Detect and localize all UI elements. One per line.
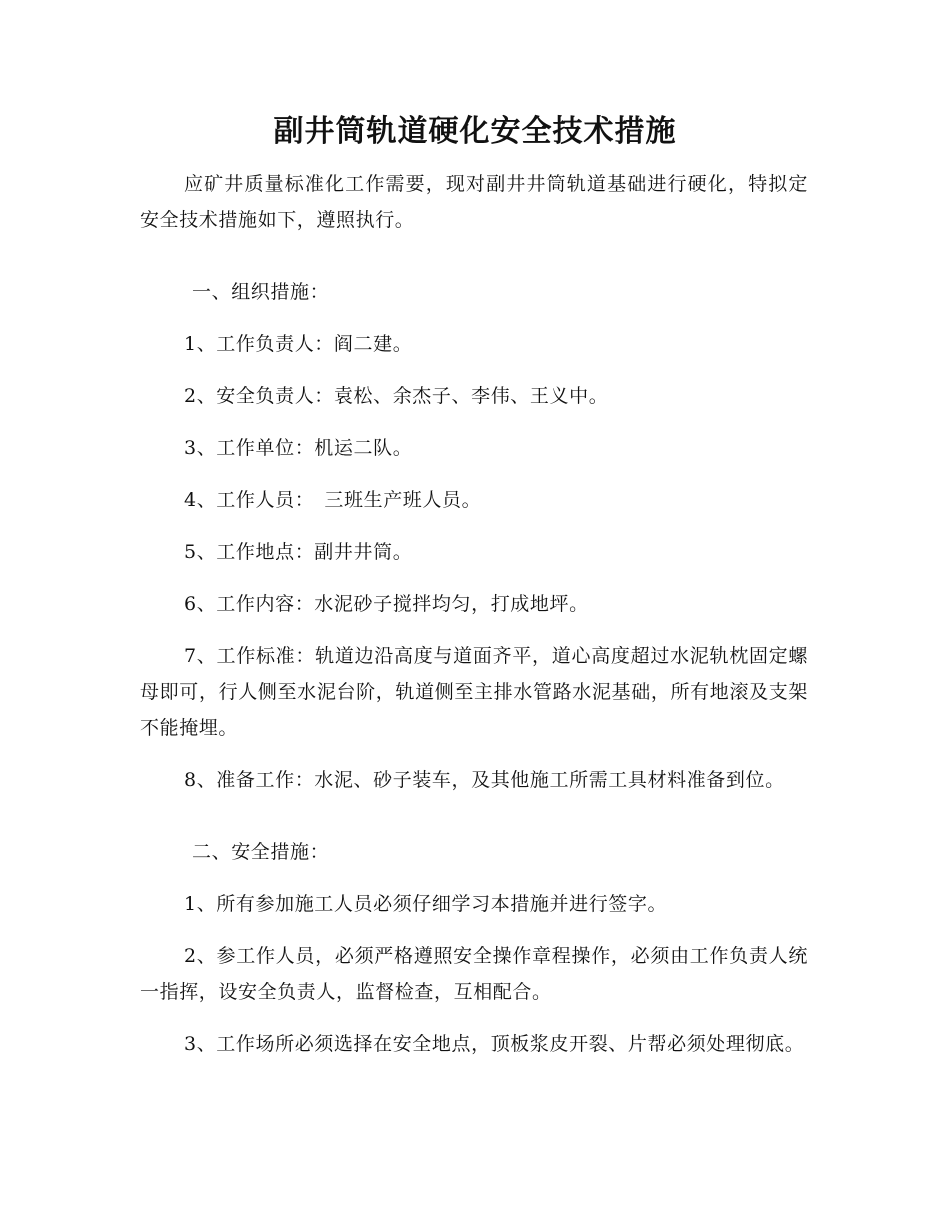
intro-paragraph: 应矿井质量标准化工作需要，现对副井井筒轨道基础进行硬化，特拟定安全技术措施如下，遵照执行。 [140, 173, 808, 231]
list-item: 2、安全负责人：袁松、余杰子、李伟、王义中。 [184, 385, 609, 407]
section-heading-organization: 一、组织措施： [192, 281, 330, 303]
document-body [140, 166, 808, 1078]
spacer [140, 814, 808, 834]
section-heading-safety: 二、安全措施： [192, 841, 330, 863]
list-item: 1、所有参加施工人员必须仔细学习本措施并进行签字。 [184, 893, 668, 915]
document-title: 副井筒轨道硬化安全技术措施 [273, 114, 677, 149]
spacer [140, 254, 808, 274]
list-item: 7、工作标准：轨道边沿高度与道面齐平，道心高度超过水泥轨枕固定螺母即可，行人侧至水泥台阶，轨道侧至主排水管路水泥基础，所有地滚及支架不能掩埋。 [140, 645, 808, 739]
list-item: 3、工作单位：机运二队。 [184, 437, 413, 459]
list-item: 8、准备工作：水泥、砂子装车，及其他施工所需工具材料准备到位。 [184, 769, 785, 791]
list-item: 3、工作场所必须选择在安全地点，顶板浆皮开裂、片帮必须处理彻底。 [184, 1033, 805, 1055]
list-item: 4、工作人员： 三班生产班人员。 [184, 489, 482, 511]
list-item: 6、工作内容：水泥砂子搅拌均匀，打成地坪。 [184, 593, 589, 615]
list-item: 1、工作负责人：阎二建。 [184, 333, 413, 355]
list-item: 5、工作地点：副井井筒。 [184, 541, 413, 563]
list-item: 2、参工作人员，必须严格遵照安全操作章程操作，必须由工作负责人统一指挥，设安全负责人，监督检查，互相配合。 [140, 945, 808, 1003]
